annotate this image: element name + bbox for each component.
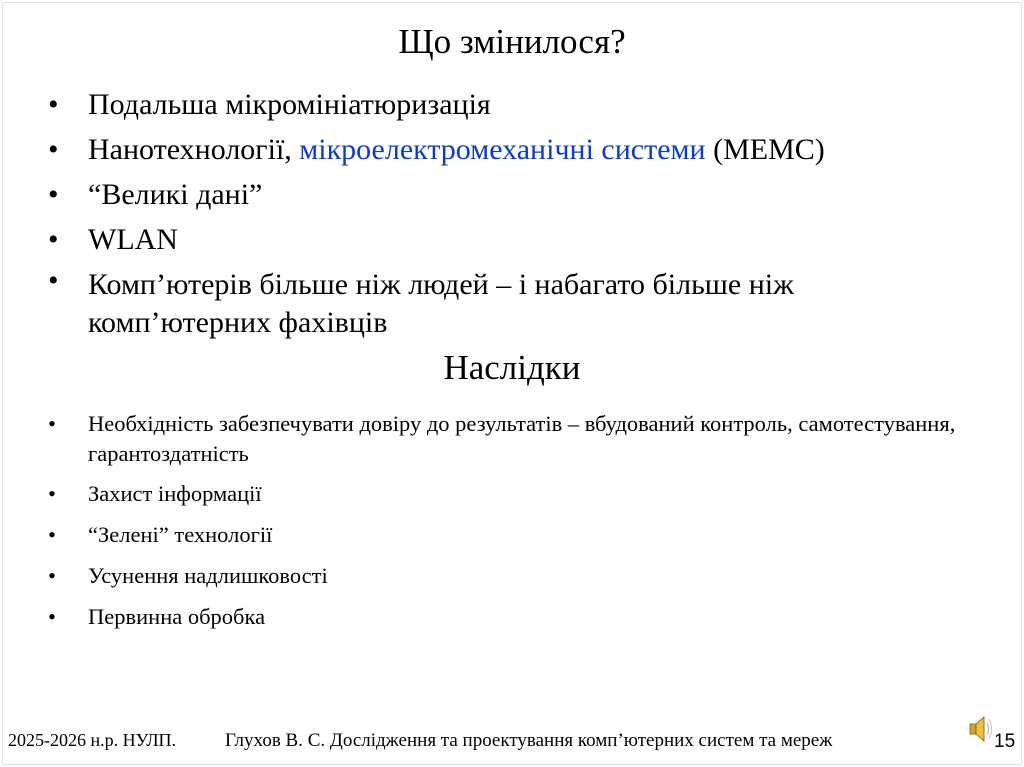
list-item: • Нанотехнології, мікроелектромеханічні системи (МЕМС) [48,127,978,172]
speaker-icon[interactable] [968,712,994,746]
list-item: • “Великі дані” [48,172,978,217]
list-item: • Подальша мікромініатюризація [48,82,978,127]
list-item: • Первинна обробка [48,601,998,633]
page-number: 15 [994,731,1016,752]
bullet-icon: • [48,133,59,166]
list-item: • Усунення надлишковості [48,560,998,592]
bullet-icon: • [48,178,59,211]
mems-link[interactable]: мікроелектромеханічні системи [299,133,706,166]
bullet-icon: • [48,264,59,297]
consequences-list [48,409,998,642]
bullet-icon: • [48,604,56,629]
list-item: • Необхідність забезпечувати довіру до результатів – вбудований контроль, самотестування, гарантоздатність [48,411,956,466]
section-subtitle: Наслідки [443,348,581,387]
footer-course: Глухов В. С. Дослідження та проектування комп’ютерних систем та мереж [225,730,833,751]
slide-title: Що змінилося? [398,22,626,61]
bullet-icon: • [48,563,56,588]
list-item: • WLAN [48,217,978,262]
list-item: • “Зелені” технології [48,519,998,551]
bullet-icon: • [48,88,59,121]
footer-year: 2025-2026 н.р. НУЛП. [8,730,177,750]
bullet-icon: • [48,411,56,436]
changes-list [48,82,978,342]
list-item: • Захист інформації [48,478,998,510]
bullet-icon: • [48,522,56,547]
bullet-icon: • [48,481,56,506]
list-item: • Комп’ютерів більше ніж людей – і набагато більше ніж комп’ютерних фахівців [48,264,794,339]
bullet-icon: • [48,223,59,256]
